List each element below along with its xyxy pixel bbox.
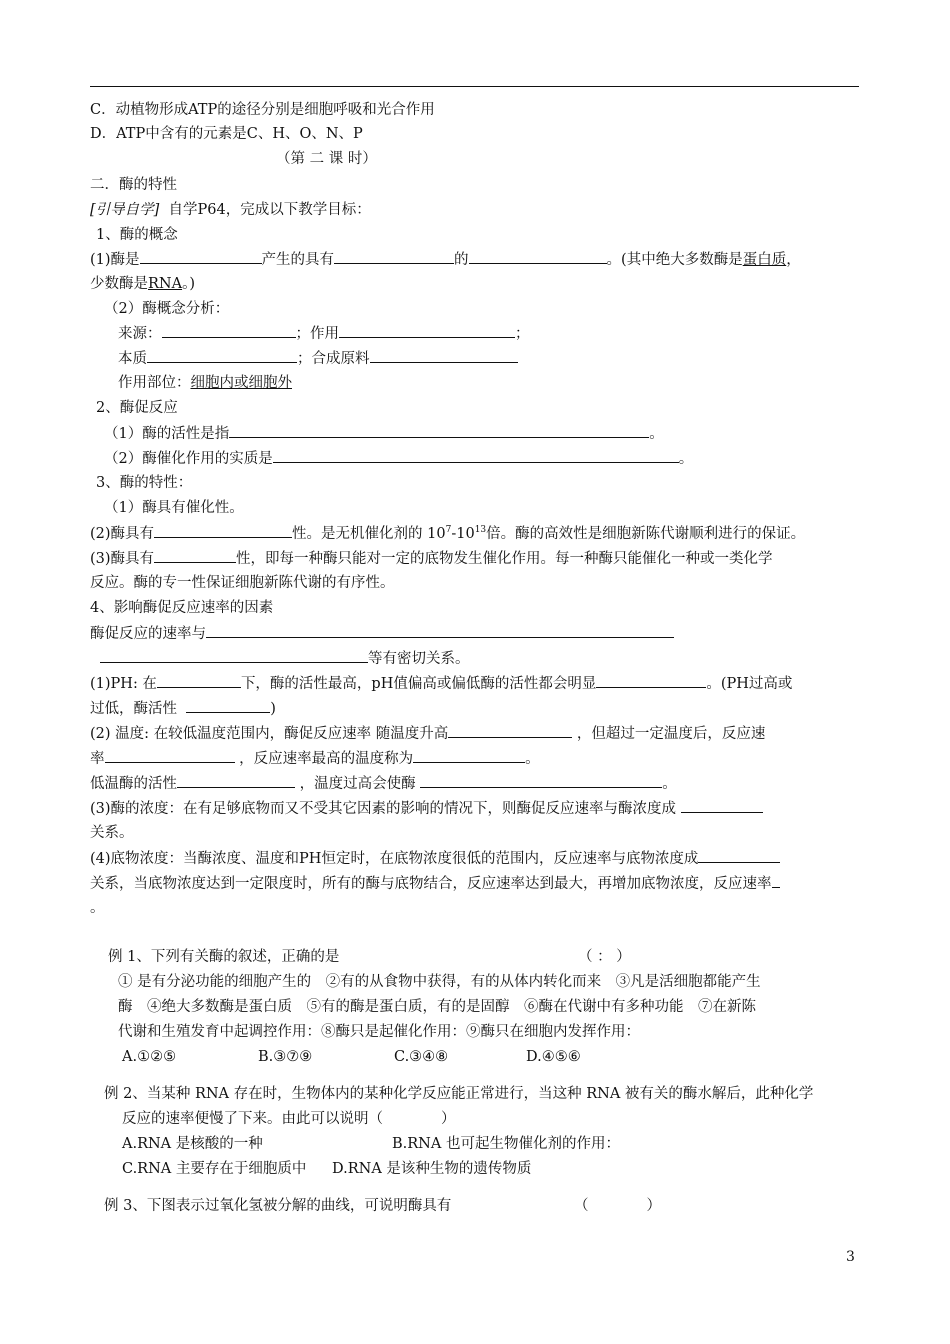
example-2-question: 例 2、当某种 RNA 存在时，生物体内的某种化学反应能正常进行，当这种 RNA 被有关的酶水解后，此种化学 bbox=[104, 1086, 814, 1102]
source-line: 来源： ；作用 ； bbox=[118, 322, 893, 345]
page-number: 3 bbox=[846, 1249, 855, 1265]
blank[interactable] bbox=[147, 347, 297, 363]
option-a[interactable]: A.①②⑤ bbox=[122, 1049, 177, 1065]
example-1-stmt-2: 酶 ④绝大多数酶是蛋白质 ⑤有的酶是蛋白质，有的是固醇 ⑥酶在代谢中有多种功能 ⑦在新陈 bbox=[118, 999, 756, 1015]
blank[interactable] bbox=[154, 547, 236, 563]
blank[interactable] bbox=[448, 722, 572, 738]
lesson-heading: （第 二 课 时） bbox=[276, 151, 377, 167]
property-1: （1）酶具有催化性。 bbox=[104, 500, 244, 516]
blank[interactable] bbox=[157, 672, 241, 688]
option-b[interactable]: B.③⑦⑨ bbox=[258, 1049, 313, 1065]
activity-line: （1）酶的活性是指 。 bbox=[104, 422, 879, 445]
example-3-question: 例 3、下图表示过氧化氢被分解的曲线，可说明酶具有 （ ） bbox=[104, 1198, 661, 1214]
option-c-line: C．动植物形成ATP的途径分别是细胞呼吸和光合作用 bbox=[90, 102, 435, 118]
ph-line-1: (1)PH: 在 下，酶的活性最高，pH值偏高或偏低酶的活性都会明显 。(PH过高或 bbox=[90, 672, 865, 695]
blank[interactable] bbox=[370, 347, 518, 363]
guide-line: [引导自学] 自学P64，完成以下教学目标： bbox=[90, 202, 371, 218]
factor-heading: 4、影响酶促反应速率的因素 bbox=[90, 600, 274, 616]
concept-line-2: 少数酶是RNA。) bbox=[90, 276, 195, 292]
blank[interactable] bbox=[420, 772, 662, 788]
site-line: 作用部位：细胞内或细胞外 bbox=[118, 375, 292, 391]
example-1-question: 例 1、下列有关酶的叙述，正确的是 （ ： ） bbox=[108, 949, 631, 965]
blank[interactable] bbox=[596, 672, 706, 688]
blank[interactable] bbox=[469, 248, 607, 264]
blank[interactable] bbox=[177, 772, 295, 788]
blank[interactable] bbox=[229, 422, 649, 438]
concept-analysis: （2）酶概念分析： bbox=[104, 301, 230, 317]
substrate-line-3: 。 bbox=[90, 900, 105, 916]
option-c[interactable]: C.RNA 主要存在于细胞质中 bbox=[122, 1161, 307, 1177]
blank[interactable] bbox=[772, 872, 780, 888]
blank[interactable] bbox=[698, 847, 780, 863]
blank[interactable] bbox=[100, 647, 368, 663]
temp-line-2: 率 ，反应速率最高的温度称为 。 bbox=[90, 747, 865, 770]
property-3: (3)酶具有 性，即每一种酶只能对一定的底物发生催化作用。每一种酶只能催化一种或一类化学 bbox=[90, 547, 865, 570]
blank[interactable] bbox=[186, 697, 270, 713]
enzyme-conc-line: (3)酶的浓度：在有足够底物而又不受其它因素的影响的情况下，则酶促反应速率与酶浓度成 bbox=[90, 797, 865, 820]
blank[interactable] bbox=[681, 797, 763, 813]
concept-line-1: (1)酶是 产生的具有 的 。(其中绝大多数酶是蛋白质， bbox=[90, 248, 865, 271]
ph-line-2: 过低，酶活性 ) bbox=[90, 697, 865, 720]
enzyme-conc-cont: 关系。 bbox=[90, 825, 134, 841]
example-1-stmt-3: 代谢和生殖发育中起调控作用：⑧酶只是起催化作用：⑨酶只在细胞内发挥作用： bbox=[118, 1024, 640, 1040]
concept-heading: 1、酶的概念 bbox=[96, 227, 178, 243]
blank[interactable] bbox=[334, 248, 454, 264]
section-title: 二．酶的特性 bbox=[90, 177, 177, 193]
blank[interactable] bbox=[206, 622, 674, 638]
option-d[interactable]: D.④⑤⑥ bbox=[526, 1049, 581, 1065]
property-heading: 3、酶的特性： bbox=[96, 475, 193, 491]
blank[interactable] bbox=[162, 322, 296, 338]
substrate-line-1: (4)底物浓度：当酶浓度、温度和PH恒定时，在底物浓度很低的范围内，反应速率与底物浓度成 bbox=[90, 847, 865, 870]
factor-line-2: 等有密切关系。 bbox=[100, 647, 875, 670]
blank[interactable] bbox=[339, 322, 515, 338]
nature-line: 本质 ；合成原料 bbox=[118, 347, 893, 370]
option-c[interactable]: C.③④⑧ bbox=[394, 1049, 449, 1065]
blank[interactable] bbox=[273, 447, 679, 463]
property-3-cont: 反应。酶的专一性保证细胞新陈代谢的有序性。 bbox=[90, 575, 395, 591]
example-2-question-cont: 反应的速率便慢了下来。由此可以说明（ ） bbox=[122, 1111, 456, 1127]
factor-line-1: 酶促反应的速率与 bbox=[90, 622, 865, 645]
blank[interactable] bbox=[105, 747, 235, 763]
example-1-stmt-1: ① 是有分泌功能的细胞产生的 ②有的从食物中获得，有的从体内转化而来 ③凡是活细胞都能产生 bbox=[118, 974, 761, 990]
property-2: (2)酶具有 性。是无机催化剂的 $10^7-10^{13}$倍。酶的高效性是细胞新陈代谢顺利进行的保证。 bbox=[90, 522, 865, 545]
option-a[interactable]: A.RNA 是核酸的一种 bbox=[122, 1136, 263, 1152]
option-d-line: D．ATP中含有的元素是C、H、O、N、P bbox=[90, 126, 363, 142]
reaction-heading: 2、酶促反应 bbox=[96, 400, 178, 416]
temp-line-1: (2) 温度: 在较低温度范围内，酶促反应速率 随温度升高 ，但超过一定温度后，反应速 bbox=[90, 722, 865, 745]
header-rule bbox=[90, 86, 859, 87]
essence-line: （2）酶催化作用的实质是 。 bbox=[104, 447, 879, 470]
temp-line-3: 低温酶的活性 ，温度过高会使酶 。 bbox=[90, 772, 865, 795]
guide-tag: [引导自学] bbox=[90, 202, 160, 218]
option-d[interactable]: D.RNA 是该种生物的遗传物质 bbox=[332, 1161, 532, 1177]
option-b[interactable]: B.RNA 也可起生物催化剂的作用： bbox=[392, 1136, 620, 1152]
blank[interactable] bbox=[140, 248, 262, 264]
substrate-line-2: 关系，当底物浓度达到一定限度时，所有的酶与底物结合，反应速率达到最大，再增加底物浓度，反应速率 bbox=[90, 872, 865, 895]
blank[interactable] bbox=[413, 747, 525, 763]
blank[interactable] bbox=[154, 522, 292, 538]
